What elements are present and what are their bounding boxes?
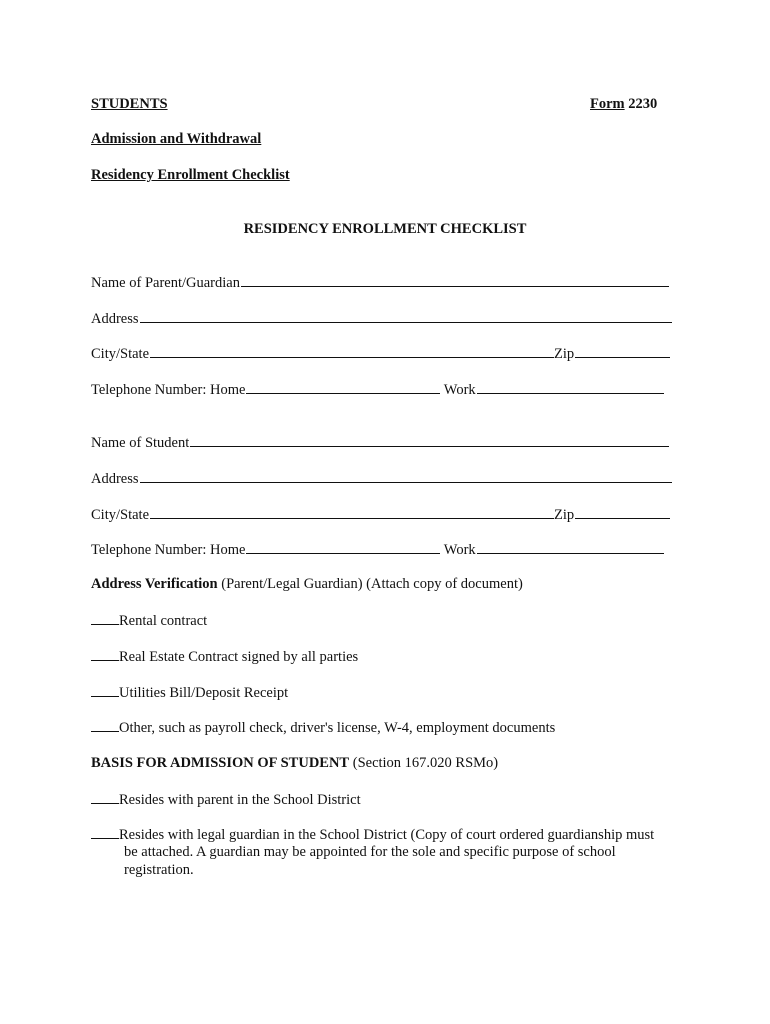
student-phone-row: [91, 540, 664, 559]
page-title: RESIDENCY ENROLLMENT CHECKLIST: [243, 221, 527, 237]
checkbox-blank[interactable]: [91, 718, 119, 732]
verification-heading: Address Verification: [91, 576, 218, 592]
parent-phone-work-label: Work: [443, 382, 476, 398]
basis-item-continuation: be attached. A guardian may be appointed for the sole and specific purpose of school: [124, 844, 616, 860]
verification-item: [91, 683, 288, 702]
verification-item-label: Rental contract: [119, 613, 208, 629]
parent-city-field[interactable]: [150, 344, 554, 358]
parent-name-row: [91, 273, 669, 292]
student-zip-field[interactable]: [575, 505, 670, 519]
basis-item: [91, 825, 654, 844]
verification-item: [91, 611, 207, 630]
parent-address-field[interactable]: [140, 309, 672, 323]
checkbox-blank[interactable]: [91, 790, 119, 804]
basis-item-continuation: registration.: [124, 862, 194, 878]
parent-phone-home-label: Telephone Number: Home: [91, 382, 246, 398]
basis-heading-row: [91, 754, 498, 772]
basis-item: [91, 790, 361, 809]
section-heading: STUDENTS: [91, 96, 168, 112]
basis-heading: BASIS FOR ADMISSION OF STUDENT: [91, 755, 350, 771]
student-city-row: [91, 505, 670, 524]
checkbox-blank[interactable]: [91, 683, 119, 697]
verification-item-label: Real Estate Contract signed by all parties: [119, 649, 359, 665]
student-phone-work-field[interactable]: [477, 540, 664, 554]
parent-address-row: [91, 309, 672, 328]
verification-item: [91, 647, 358, 666]
student-zip-label: Zip: [554, 507, 575, 523]
student-phone-home-label: Telephone Number: Home: [91, 542, 246, 558]
student-phone-home-field[interactable]: [246, 540, 440, 554]
parent-city-label: City/State: [91, 346, 149, 362]
student-name-field[interactable]: [190, 433, 669, 447]
student-name-label: Name of Student: [91, 435, 190, 451]
checkbox-blank[interactable]: [91, 611, 119, 625]
parent-city-row: [91, 344, 670, 363]
verification-item-label: Other, such as payroll check, driver's license, W-4, employment documents: [119, 720, 556, 736]
student-city-label: City/State: [91, 507, 149, 523]
basis-item-label: Resides with parent in the School District: [119, 792, 361, 808]
basis-item-label: Resides with legal guardian in the School District (Copy of court ordered guardianship must: [119, 827, 655, 843]
parent-phone-home-field[interactable]: [246, 380, 440, 394]
basis-note: (Section 167.020 RSMo): [349, 755, 499, 771]
checkbox-blank[interactable]: [91, 647, 119, 661]
parent-address-label: Address: [91, 311, 139, 327]
student-address-label: Address: [91, 471, 139, 487]
student-address-field[interactable]: [140, 469, 672, 483]
student-phone-work-label: Work: [443, 542, 476, 558]
verification-heading-row: [91, 575, 523, 593]
student-city-field[interactable]: [150, 505, 554, 519]
document-name: Residency Enrollment Checklist: [91, 167, 290, 183]
student-address-row: [91, 469, 672, 488]
parent-zip-label: Zip: [554, 346, 575, 362]
parent-phone-row: [91, 380, 664, 399]
parent-name-label: Name of Parent/Guardian: [91, 275, 240, 291]
verification-item: [91, 718, 555, 737]
subsection-heading: Admission and Withdrawal: [91, 131, 262, 147]
checkbox-blank[interactable]: [91, 825, 119, 839]
form-number-value: 2230: [628, 96, 658, 112]
verification-note: (Parent/Legal Guardian) (Attach copy of document): [217, 576, 523, 592]
parent-name-field[interactable]: [241, 273, 669, 287]
verification-item-label: Utilities Bill/Deposit Receipt: [119, 685, 289, 701]
parent-phone-work-field[interactable]: [477, 380, 664, 394]
parent-zip-field[interactable]: [575, 344, 670, 358]
form-number: [590, 95, 657, 113]
student-name-row: [91, 433, 669, 452]
form-word: Form: [590, 96, 625, 112]
